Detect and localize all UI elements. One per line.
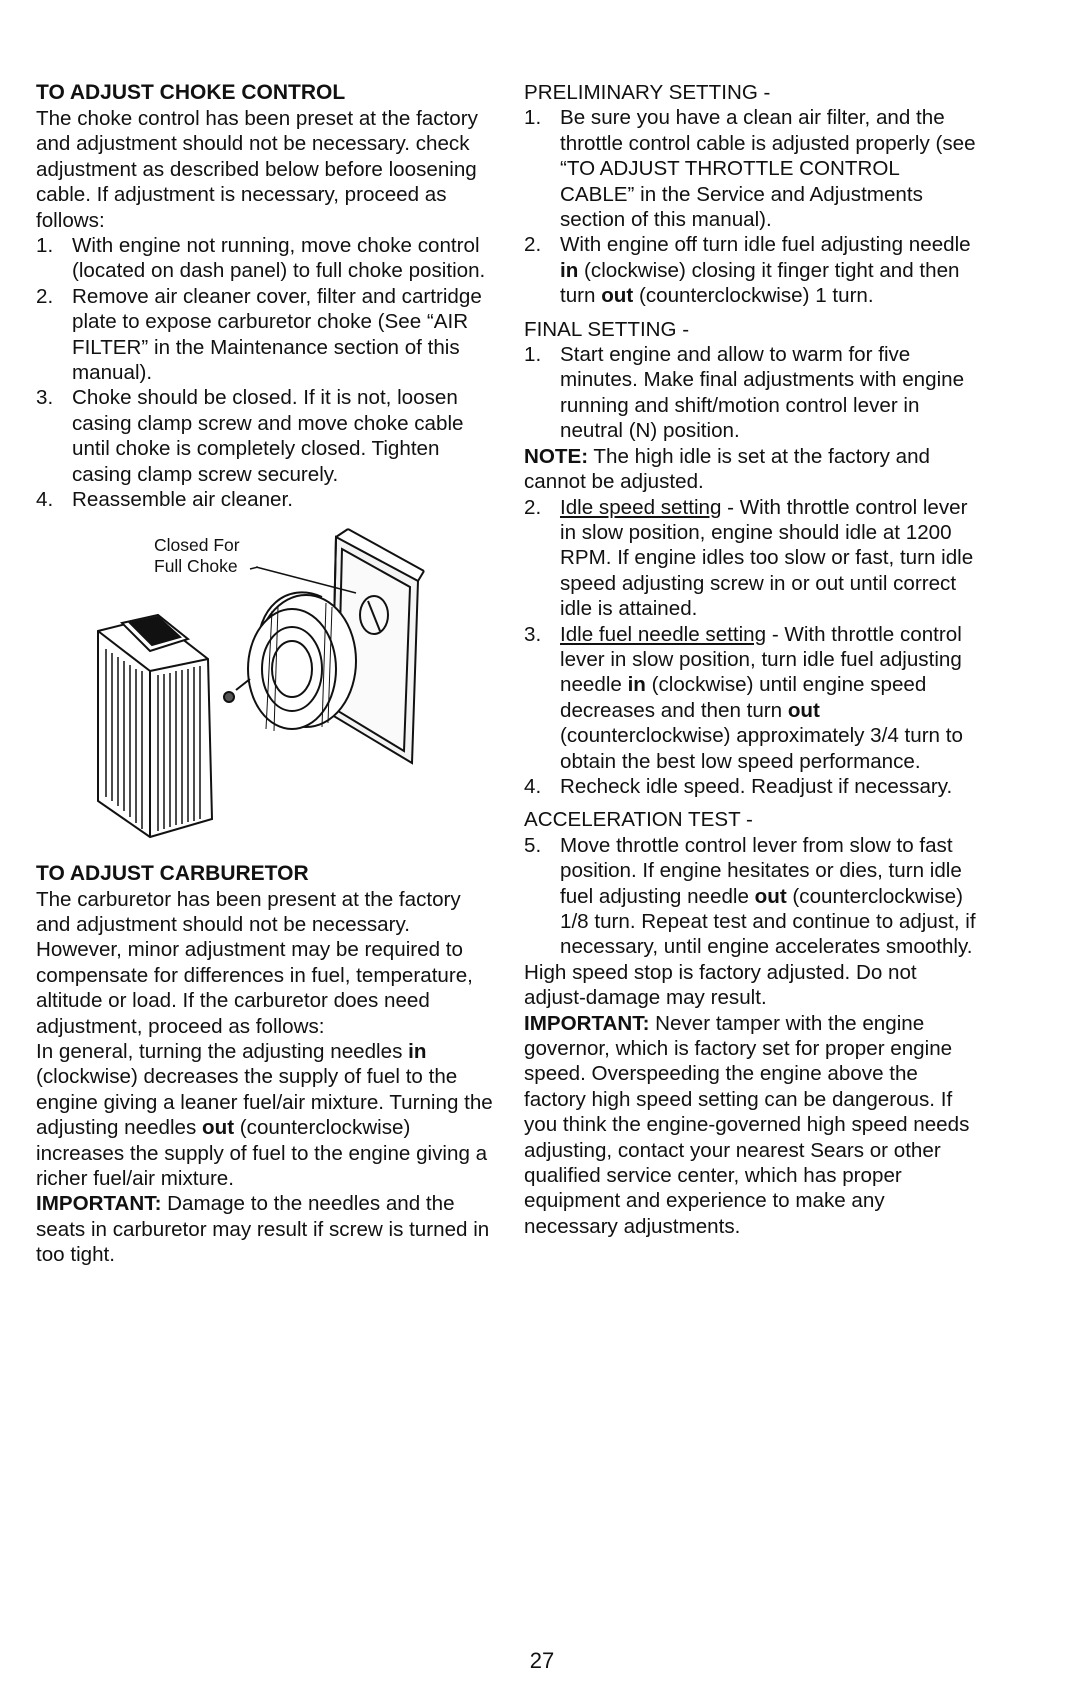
step-text: Remove air cleaner cover, filter and cartridge plate to expose carburetor choke (See “AIR FILTER” in the Maintenance section of this manual).: [72, 284, 482, 385]
step-number: 3.: [524, 622, 542, 646]
choke-steps: [36, 233, 498, 512]
carburetor-heading: TO ADJUST CARBURETOR: [36, 861, 309, 885]
step-number: 1.: [524, 343, 542, 367]
step-out: out: [754, 884, 787, 908]
figure-label-line-2: Full Choke: [154, 555, 238, 576]
step-title: Idle fuel needle setting: [560, 622, 767, 646]
step-title: Idle speed setting: [560, 495, 722, 519]
choke-heading: TO ADJUST CHOKE CONTROL: [36, 81, 346, 104]
step-number: 2.: [36, 284, 54, 308]
step-number: 5.: [524, 833, 542, 857]
step-number: 2.: [524, 495, 542, 519]
general-text: (clockwise) decreases the supply of fuel to the engine giving a leaner fuel/air mixture. Turning the adjusting needles: [36, 1065, 493, 1140]
acceleration-heading: ACCELERATION TEST -: [524, 808, 753, 832]
step-text: (counterclockwise) 1/8 turn. Repeat test and continue to adjust, if necessary, until engine accelerates smoothly.: [560, 884, 976, 959]
important-text: Never tamper with the engine governor, which is factory set for proper engine speed. Overspeeding the engine above the factory high speed setting can be dangerous. If you think the engine-governed high speed needs adjusting, contact your nearest Sears or other qualified service center, which has proper equipment and experience to make any necessary adjustments.: [524, 1011, 970, 1238]
step-text: Start engine and allow to warm for five minutes. Make final adjustments with engine running and shift/motion control lever in neutral (N) position.: [560, 343, 965, 443]
note-label: NOTE:: [524, 444, 589, 468]
general-text: In general, turning the adjusting needles: [36, 1039, 409, 1063]
choke-intro: The choke control has been preset at the factory and adjustment should not be necessary. check adjustment as described below before loosening cable. If adjustment is necessary, proceed as follows:: [36, 107, 478, 232]
step-number: 4.: [524, 774, 542, 798]
preliminary-step-1: [524, 105, 976, 232]
figure-label: [154, 535, 240, 577]
general-in: in: [408, 1039, 427, 1063]
final-steps-b: [524, 495, 976, 800]
air-cleaner-illustration: [36, 519, 498, 849]
important-label: IMPORTANT:: [524, 1011, 650, 1035]
right-column: [524, 80, 976, 1239]
final-note: [524, 444, 976, 495]
note-text: The high idle is set at the factory and cannot be adjusted.: [524, 444, 930, 494]
step-number: 1.: [36, 234, 54, 258]
carburetor-important: [36, 1191, 498, 1267]
left-column: [36, 80, 498, 1268]
step-text: (clockwise) until engine speed decreases and then turn: [560, 673, 927, 722]
page-number: 27: [529, 1648, 555, 1673]
step-out: out: [787, 698, 820, 722]
preliminary-heading: PRELIMINARY SETTING -: [524, 81, 771, 104]
step-text: (counterclockwise) approximately 3/4 turn to obtain the best low speed performance.: [560, 724, 963, 773]
step-number: 2.: [524, 233, 542, 257]
step-text: Move throttle control lever from slow to fast position. If engine hesitates or dies, turn idle fuel adjusting needle: [560, 833, 962, 908]
preliminary-steps: [524, 105, 976, 308]
step-text: - With throttle control lever in slow position, engine should idle at 1200 RPM. If engine idles too slow or fast, turn idle speed adjusting screw in or out until correct idle is attained.: [560, 495, 974, 621]
step-text: (clockwise) closing it finger tight and then turn: [560, 258, 960, 308]
final-step-4: [524, 774, 976, 799]
step-out: out: [601, 284, 634, 308]
air-cleaner-figure: [36, 519, 498, 849]
governor-important: [524, 1011, 976, 1240]
carburetor-general: [36, 1039, 498, 1191]
step-in: in: [560, 258, 579, 282]
final-step-1: [524, 342, 976, 444]
final-heading: FINAL SETTING -: [524, 317, 690, 341]
step-text: Be sure you have a clean air filter, and the throttle control cable is adjusted properly (see “TO ADJUST THROTTLE CONTROL CABLE” in the Service and Adjustments section of this manual).: [560, 106, 976, 232]
step-text: With engine not running, move choke control (located on dash panel) to full choke position.: [72, 234, 486, 283]
final-steps-a: [524, 342, 976, 444]
final-step-2: [524, 495, 976, 622]
figure-label-line-1: Closed For: [154, 534, 240, 555]
acceleration-steps: [524, 833, 976, 960]
step-text: Reassemble air cleaner.: [72, 488, 293, 512]
high-speed-note: High speed stop is factory adjusted. Do not adjust-damage may result.: [524, 960, 917, 1010]
final-step-3: [524, 622, 976, 774]
choke-step-2: [36, 284, 498, 386]
step-text: - With throttle control lever in slow position, turn idle fuel adjusting needle: [560, 622, 962, 697]
step-number: 4.: [36, 488, 54, 512]
important-label: IMPORTANT:: [36, 1192, 162, 1216]
step-number: 3.: [36, 386, 54, 410]
carburetor-intro: The carburetor has been present at the factory and adjustment should not be necessary. However, minor adjustment may be required to compensate for differences in fuel, temperature, altitude or load. If the carburetor does need adjustment, proceed as follows:: [36, 887, 473, 1038]
step-in: in: [627, 673, 646, 697]
preliminary-step-2: [524, 232, 976, 308]
general-out: out: [202, 1116, 235, 1140]
general-text: (counterclockwise) increases the supply of fuel to the engine giving a richer fuel/air mixture.: [36, 1116, 488, 1190]
step-text: With engine off turn idle fuel adjusting needle: [560, 233, 971, 257]
step-number: 1.: [524, 106, 542, 130]
step-text: Recheck idle speed. Readjust if necessary.: [560, 774, 953, 798]
step-text: Choke should be closed. If it is not, loosen casing clamp screw and move choke cable until choke is completely closed. Tighten casing clamp screw securely.: [72, 386, 464, 486]
important-text: Damage to the needles and the seats in carburetor may result if screw is turned in too tight.: [36, 1192, 490, 1267]
choke-step-4: [36, 487, 498, 512]
choke-step-3: [36, 385, 498, 487]
acceleration-step-5: [524, 833, 976, 960]
step-text: (counterclockwise) 1 turn.: [633, 284, 874, 308]
choke-step-1: [36, 233, 498, 284]
